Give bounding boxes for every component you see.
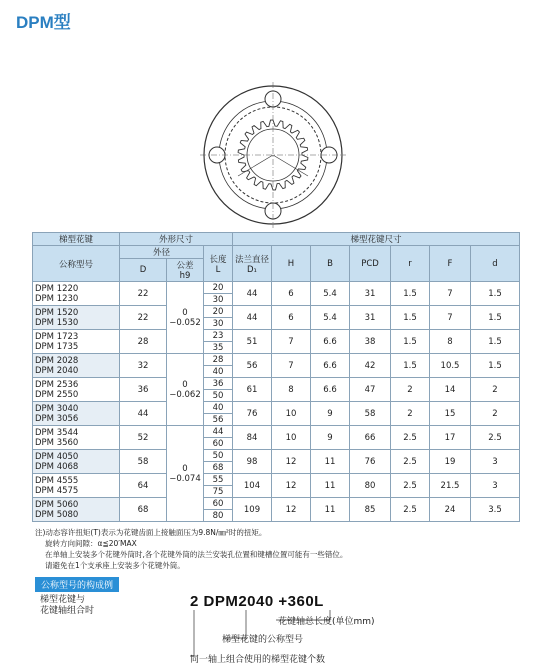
- table-cell: 51: [233, 330, 272, 354]
- table-cell: 84: [233, 426, 272, 450]
- table-cell: 11: [311, 474, 350, 498]
- note-clearance: 旋转方向间隙：α≦20′MAX: [45, 539, 137, 548]
- table-cell: 36: [204, 378, 233, 390]
- header-model: 公称型号: [33, 246, 120, 282]
- table-cell: 64: [120, 474, 167, 498]
- table-cell: 2.5: [391, 474, 430, 498]
- table-cell: 6.6: [311, 378, 350, 402]
- table-cell: 1.5: [391, 330, 430, 354]
- table-cell: DPM 1723 DPM 1735: [33, 330, 120, 354]
- table-cell: 6: [272, 282, 311, 306]
- table-cell: 44: [233, 282, 272, 306]
- table-row: [33, 282, 520, 294]
- table-cell: DPM 4050 DPM 4068: [33, 450, 120, 474]
- table-cell: 3: [471, 474, 520, 498]
- table-cell: 56: [233, 354, 272, 378]
- header-PCD: PCD: [350, 246, 391, 282]
- table-cell: 6: [272, 306, 311, 330]
- table-cell: 36: [120, 378, 167, 402]
- table-cell: 2: [391, 402, 430, 426]
- table-cell: 9: [311, 402, 350, 426]
- table-cell: 32: [120, 354, 167, 378]
- table-cell: 58: [350, 402, 391, 426]
- table-cell: DPM 3544 DPM 3560: [33, 426, 120, 450]
- table-cell: 68: [204, 462, 233, 474]
- table-cell: 3.5: [471, 498, 520, 522]
- table-row: [33, 378, 520, 390]
- table-cell: 22: [120, 306, 167, 330]
- table-cell: 22: [120, 282, 167, 306]
- header-H: H: [272, 246, 311, 282]
- flange-drawing: [198, 80, 348, 230]
- table-cell: 1.5: [391, 282, 430, 306]
- header-d: d: [471, 246, 520, 282]
- table-cell: 23: [204, 330, 233, 342]
- table-cell: 2.5: [391, 426, 430, 450]
- header-outer: 外形尺寸: [120, 233, 233, 246]
- table-cell: DPM 5060 DPM 5080: [33, 498, 120, 522]
- note-count: 同一轴上组合使用的梯型花键个数: [190, 655, 326, 665]
- table-cell: 98: [233, 450, 272, 474]
- note-misalignment: 在单轴上安装多个花键外筒时,各个花键外筒的法兰安装孔位置和键槽位置可能有一些错位。: [45, 550, 348, 559]
- table-row: [33, 306, 520, 318]
- table-cell: 66: [350, 426, 391, 450]
- header-D: D: [120, 259, 167, 282]
- table-cell: 31: [350, 282, 391, 306]
- header-F: F: [430, 246, 471, 282]
- table-cell: 28: [204, 354, 233, 366]
- page-title: DPM型: [16, 13, 71, 32]
- table-cell: 75: [204, 486, 233, 498]
- note-avoid: 请避免在1个支承座上安装多个花键外筒。: [45, 561, 185, 570]
- table-cell: DPM 2536 DPM 2550: [33, 378, 120, 402]
- table-cell: DPM 1520 DPM 1530: [33, 306, 120, 330]
- table-cell: 3: [471, 450, 520, 474]
- tolerance-cell: 0 −0.062: [167, 354, 204, 426]
- header-outer-diameter: 外径: [120, 246, 204, 259]
- table-cell: 6.6: [311, 354, 350, 378]
- table-row: [33, 450, 520, 462]
- table-cell: 109: [233, 498, 272, 522]
- table-cell: 1.5: [471, 306, 520, 330]
- example-heading: 公称型号的构成例: [35, 577, 119, 592]
- table-cell: 44: [233, 306, 272, 330]
- spec-table: [32, 232, 520, 522]
- table-cell: 12: [272, 498, 311, 522]
- table-cell: 56: [204, 414, 233, 426]
- table-cell: 28: [120, 330, 167, 354]
- table-cell: 1.5: [471, 330, 520, 354]
- table-cell: 61: [233, 378, 272, 402]
- table-cell: 30: [204, 318, 233, 330]
- table-cell: 21.5: [430, 474, 471, 498]
- table-cell: 20: [204, 306, 233, 318]
- table-cell: 2: [391, 378, 430, 402]
- table-cell: 50: [204, 390, 233, 402]
- notes: [35, 527, 347, 571]
- table-cell: 7: [272, 354, 311, 378]
- table-cell: 8: [430, 330, 471, 354]
- table-cell: DPM 4555 DPM 4575: [33, 474, 120, 498]
- table-cell: 85: [350, 498, 391, 522]
- table-cell: 2.5: [391, 450, 430, 474]
- table-cell: 2: [471, 402, 520, 426]
- table-cell: 50: [204, 450, 233, 462]
- table-cell: 20: [204, 282, 233, 294]
- table-cell: 7: [430, 282, 471, 306]
- table-cell: 52: [120, 426, 167, 450]
- header-tolerance: 公差 h9: [167, 259, 204, 282]
- header-length: 长度 L: [204, 246, 233, 282]
- table-cell: 80: [350, 474, 391, 498]
- table-cell: 68: [120, 498, 167, 522]
- table-cell: 17: [430, 426, 471, 450]
- table-cell: 14: [430, 378, 471, 402]
- table-cell: 47: [350, 378, 391, 402]
- table-cell: 60: [204, 438, 233, 450]
- table-cell: 31: [350, 306, 391, 330]
- table-cell: 11: [311, 498, 350, 522]
- table-cell: DPM 2028 DPM 2040: [33, 354, 120, 378]
- table-row: [33, 474, 520, 486]
- table-cell: 40: [204, 366, 233, 378]
- table-cell: 10.5: [430, 354, 471, 378]
- table-cell: 1.5: [471, 282, 520, 306]
- table-cell: DPM 3040 DPM 3056: [33, 402, 120, 426]
- table-cell: 35: [204, 342, 233, 354]
- note-model: 梯型花键的公称型号: [222, 635, 304, 645]
- table-row: [33, 354, 520, 366]
- example-code: 2 DPM2040 +360L: [190, 593, 324, 610]
- table-row: [33, 402, 520, 414]
- table-cell: 5.4: [311, 306, 350, 330]
- table-cell: 6.6: [311, 330, 350, 354]
- table-cell: 2.5: [471, 426, 520, 450]
- table-cell: 44: [204, 426, 233, 438]
- table-cell: 7: [272, 330, 311, 354]
- table-cell: 58: [120, 450, 167, 474]
- table-cell: 15: [430, 402, 471, 426]
- table-cell: 1.5: [391, 354, 430, 378]
- table-cell: 10: [272, 402, 311, 426]
- table-cell: 80: [204, 510, 233, 522]
- table-cell: DPM 1220 DPM 1230: [33, 282, 120, 306]
- tolerance-cell: 0 −0.074: [167, 426, 204, 522]
- header-B: B: [311, 246, 350, 282]
- table-cell: 30: [204, 294, 233, 306]
- note-torque: 注)动态容许扭矩(T)表示为花键齿面上接触面压为9.8N/㎜²时的扭矩。: [35, 528, 267, 537]
- table-row: [33, 498, 520, 510]
- table-cell: 12: [272, 474, 311, 498]
- header-spline-dims: 梯型花键尺寸: [233, 233, 520, 246]
- table-cell: 60: [204, 498, 233, 510]
- table-cell: 44: [120, 402, 167, 426]
- table-cell: 104: [233, 474, 272, 498]
- table-cell: 38: [350, 330, 391, 354]
- table-cell: 10: [272, 426, 311, 450]
- table-row: [33, 426, 520, 438]
- table-cell: 5.4: [311, 282, 350, 306]
- table-cell: 19: [430, 450, 471, 474]
- table-cell: 2.5: [391, 498, 430, 522]
- table-cell: 40: [204, 402, 233, 414]
- table-cell: 76: [233, 402, 272, 426]
- table-cell: 55: [204, 474, 233, 486]
- table-cell: 12: [272, 450, 311, 474]
- table-cell: 76: [350, 450, 391, 474]
- table-cell: 11: [311, 450, 350, 474]
- table-cell: 1.5: [391, 306, 430, 330]
- table-cell: 7: [430, 306, 471, 330]
- table-row: [33, 330, 520, 342]
- table-cell: 42: [350, 354, 391, 378]
- header-r: r: [391, 246, 430, 282]
- table-cell: 9: [311, 426, 350, 450]
- example-label: 梯型花键与 花键轴组合时: [40, 595, 95, 616]
- table-cell: 2: [471, 378, 520, 402]
- table-cell: 24: [430, 498, 471, 522]
- header-spline: 梯型花键: [33, 233, 120, 246]
- table-cell: 8: [272, 378, 311, 402]
- header-flange-diameter: 法兰直径 D₁: [233, 246, 272, 282]
- note-shaft-length: 花键轴总长度(单位mm): [278, 617, 375, 627]
- tolerance-cell: 0 −0.052: [167, 282, 204, 354]
- table-cell: 1.5: [471, 354, 520, 378]
